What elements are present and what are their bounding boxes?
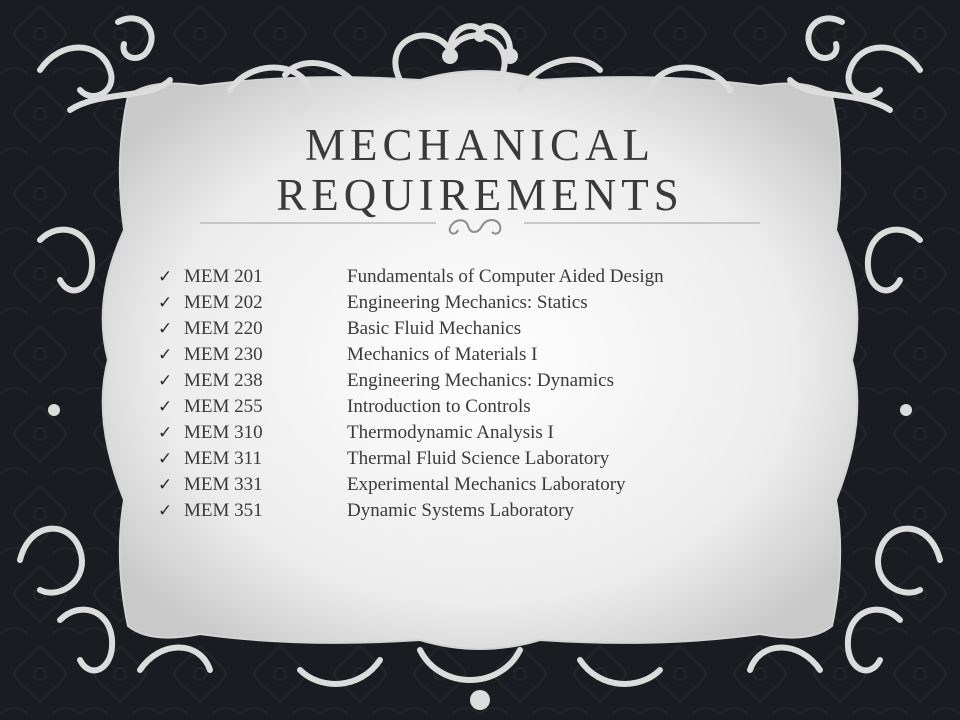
course-code: MEM 351 — [184, 500, 263, 521]
checkmark-icon: ✓ — [158, 371, 173, 390]
course-code: MEM 310 — [184, 422, 263, 443]
title-line-2: REQUIREMENTS — [276, 170, 684, 220]
course-code: MEM 311 — [184, 448, 262, 469]
course-code: MEM 238 — [184, 370, 263, 391]
checkmark-icon: ✓ — [158, 345, 173, 364]
course-name: Engineering Mechanics: Statics — [347, 292, 588, 313]
course-code: MEM 220 — [184, 318, 263, 339]
title-line-1: MECHANICAL — [305, 120, 655, 170]
checkmark-icon: ✓ — [158, 423, 173, 442]
checkmark-icon: ✓ — [158, 293, 173, 312]
course-name: Introduction to Controls — [347, 396, 531, 417]
scroll-divider-icon — [200, 216, 760, 240]
checkmark-icon: ✓ — [158, 475, 173, 494]
slide-title — [0, 120, 960, 220]
course-name: Dynamic Systems Laboratory — [347, 500, 574, 521]
checkmark-icon: ✓ — [158, 319, 173, 338]
course-code: MEM 230 — [184, 344, 263, 365]
course-name: Mechanics of Materials I — [347, 344, 538, 365]
course-code: MEM 255 — [184, 396, 263, 417]
course-name: Thermal Fluid Science Laboratory — [347, 448, 610, 469]
course-code: MEM 331 — [184, 474, 263, 495]
checkmark-icon: ✓ — [158, 397, 173, 416]
course-name: Engineering Mechanics: Dynamics — [347, 370, 614, 391]
course-name: Basic Fluid Mechanics — [347, 318, 522, 339]
course-name: Experimental Mechanics Laboratory — [347, 474, 626, 495]
checkmark-icon: ✓ — [158, 267, 173, 286]
checkmark-icon: ✓ — [158, 449, 173, 468]
checkmark-icon: ✓ — [158, 501, 173, 520]
course-name: Thermodynamic Analysis I — [347, 422, 554, 443]
course-code: MEM 201 — [184, 266, 263, 287]
course-code: MEM 202 — [184, 292, 263, 313]
course-name: Fundamentals of Computer Aided Design — [347, 266, 664, 287]
